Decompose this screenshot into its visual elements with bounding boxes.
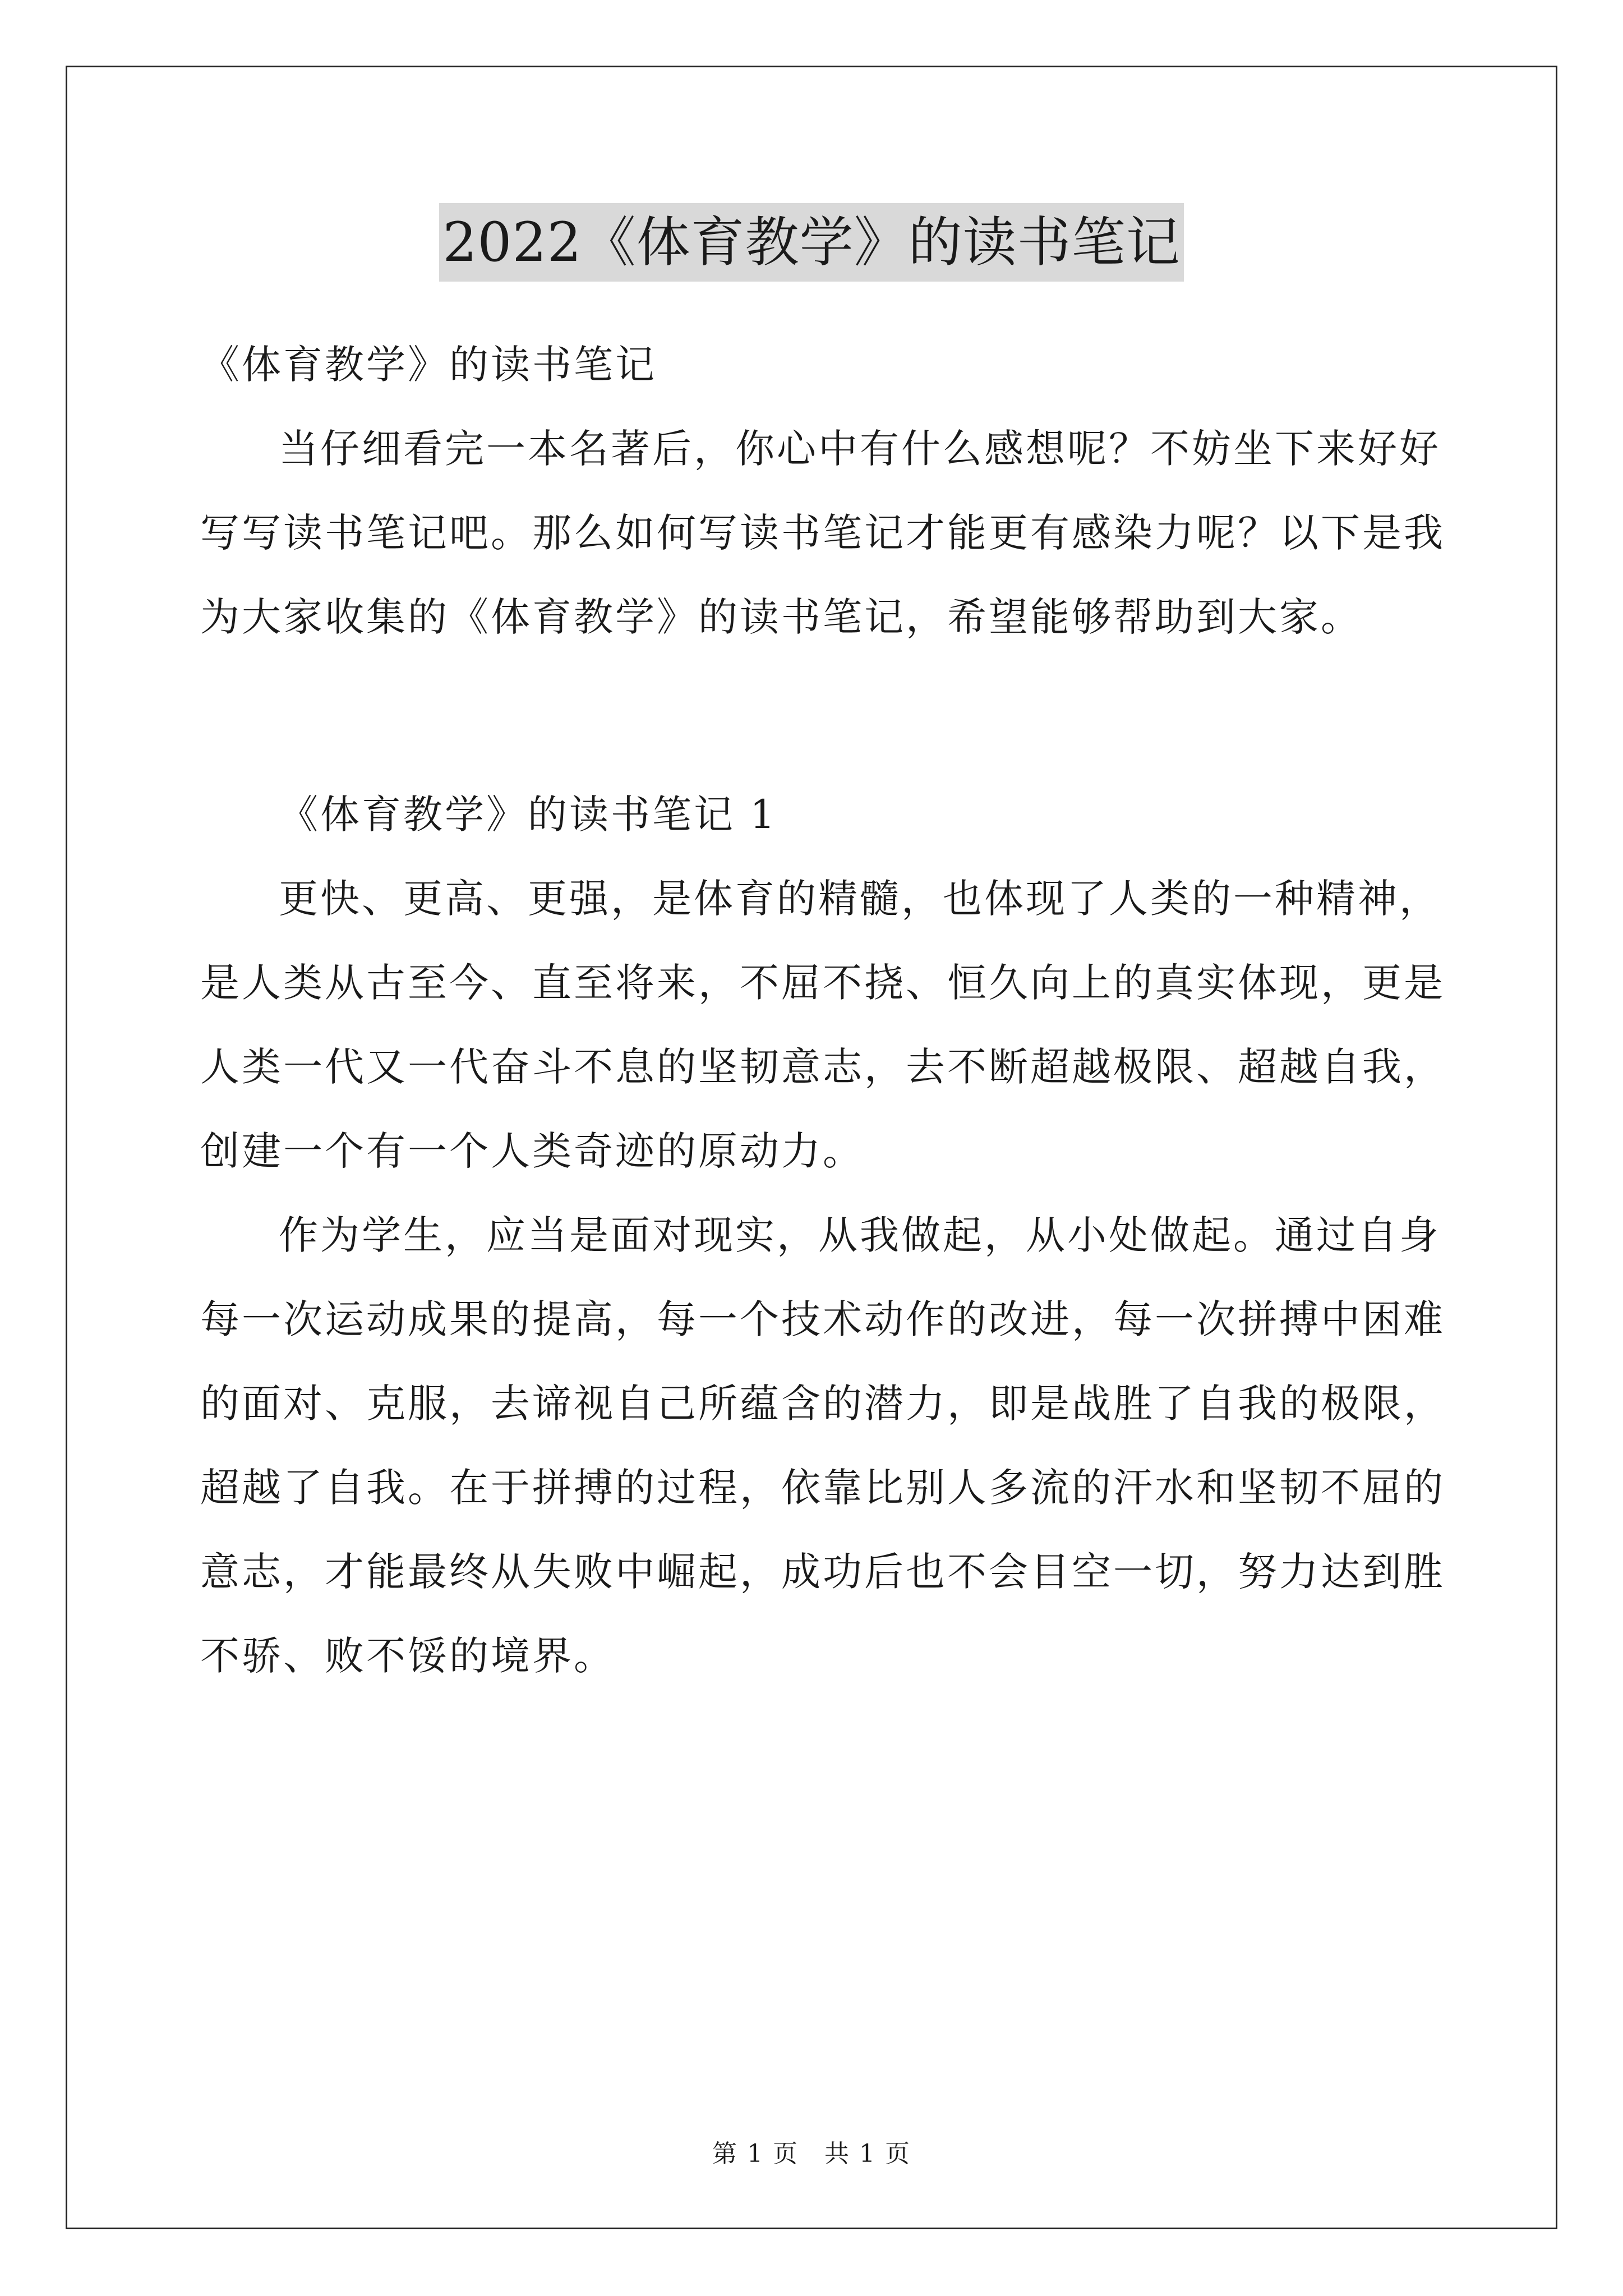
paragraph-line: 的面对、克服，去谛视自己所蕴含的潜力，即是战胜了自我的极限， [200,1381,1445,1427]
title-container [0,203,1623,282]
paragraph-line: 每一次运动成果的提高，每一个技术动作的改进，每一次拼搏中困难 [200,1296,1445,1342]
paragraph-line: 更快、更高、更强，是体育的精髓，也体现了人类的一种精神， [279,876,1441,922]
section-heading: 《体育教学》的读书笔记 1 [279,792,777,838]
document-body [200,342,1445,1679]
intro-line: 当仔细看完一本名著后，你心中有什么感想呢？不妨坐下来好好 [279,426,1441,472]
paragraph-line: 创建一个有一个人类奇迹的原动力。 [200,1128,864,1174]
intro-line: 为大家收集的《体育教学》的读书笔记，希望能够帮助到大家。 [200,594,1362,640]
paragraph-line: 意志，才能最终从失败中崛起，成功后也不会目空一切，努力达到胜 [200,1549,1445,1595]
paragraph-line: 人类一代又一代奋斗不息的坚韧意志，去不断超越极限、超越自我， [200,1044,1445,1090]
paragraph-line: 不骄、败不馁的境界。 [200,1633,615,1679]
paragraph-line: 超越了自我。在于拼搏的过程，依靠比别人多流的汗水和坚韧不屈的 [200,1465,1445,1511]
paragraph-line: 作为学生，应当是面对现实，从我做起，从小处做起。通过自身 [279,1212,1441,1258]
intro-line: 写写读书笔记吧。那么如何写读书笔记才能更有感染力呢？以下是我 [200,510,1445,556]
page-footer: 第 1 页 共 1 页 [712,2139,911,2168]
paragraph-line: 是人类从古至今、直至将来，不屈不挠、恒久向上的真实体现，更是 [200,960,1445,1006]
document-title: 2022《体育教学》的读书笔记 [439,203,1183,282]
subtitle: 《体育教学》的读书笔记 [200,342,657,388]
